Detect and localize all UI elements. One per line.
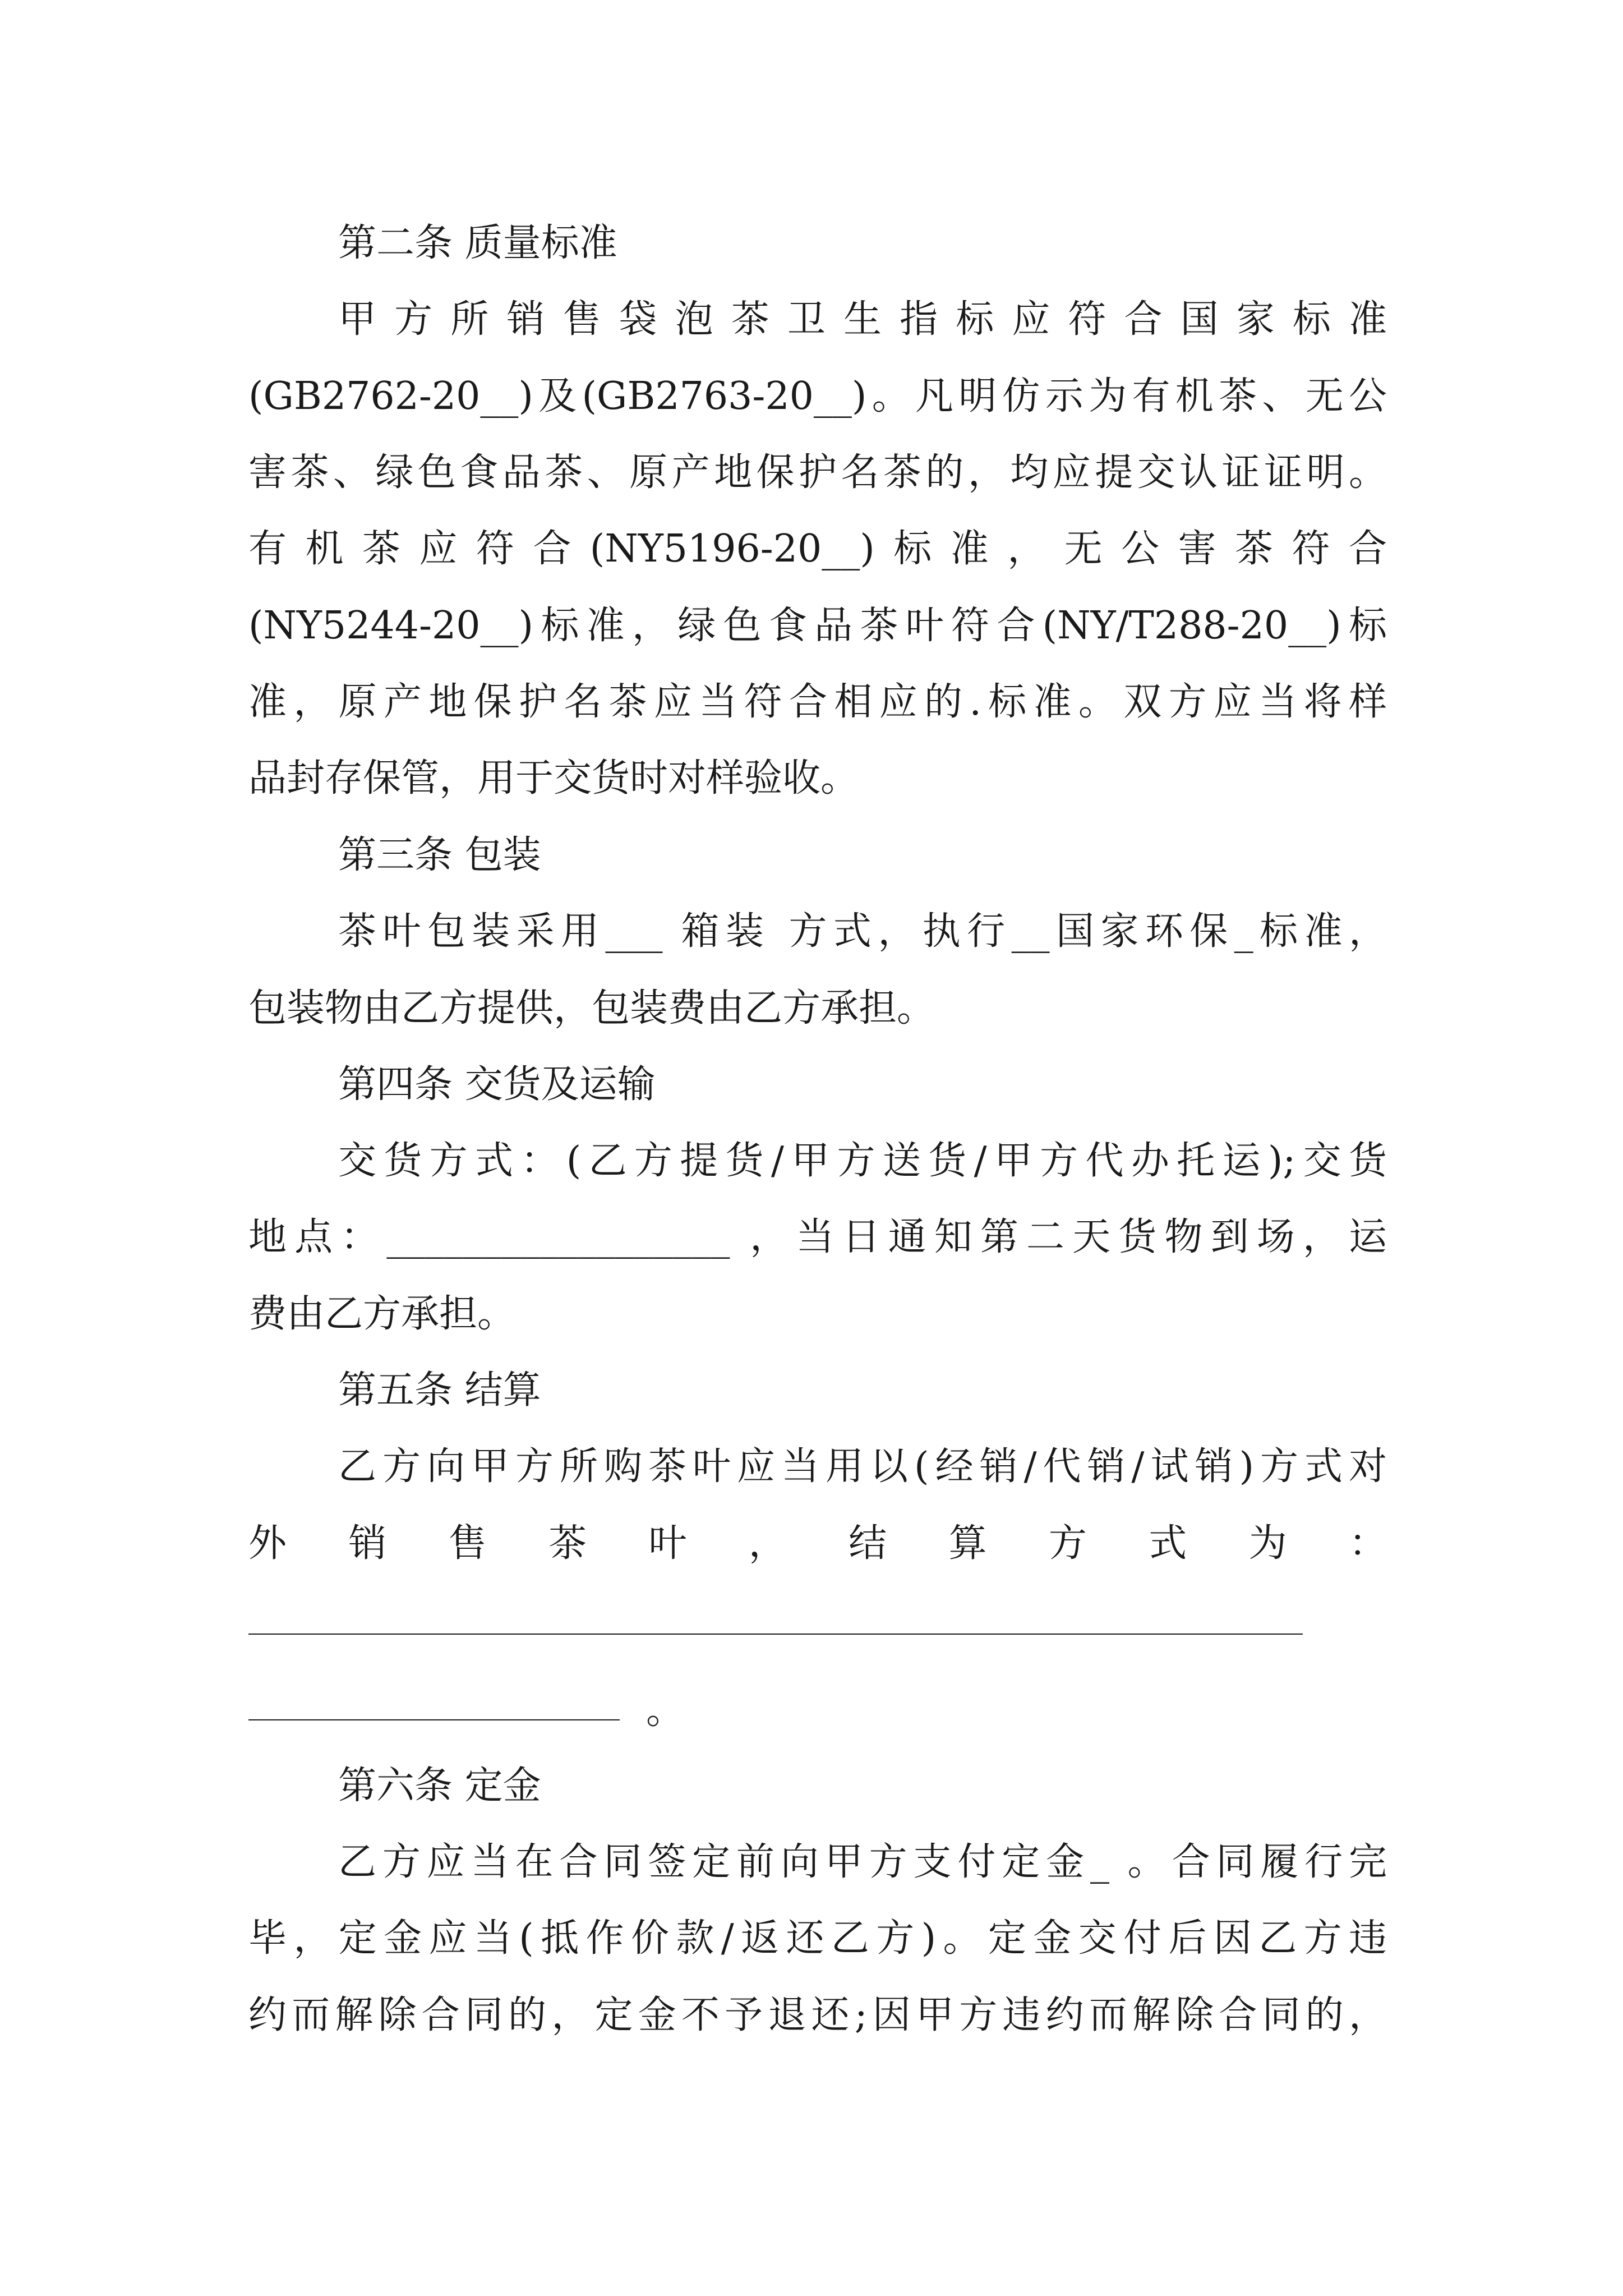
- article-3-line-2: 包装物由乙方提供，包装费由乙方承担。: [248, 986, 935, 1030]
- article-2-line-1: 甲方所销售袋泡茶卫生指标应符合国家标准: [338, 297, 1387, 342]
- settlement-end-mark: 。: [646, 1688, 685, 1733]
- heading-article-5: 第五条 结算: [338, 1368, 541, 1412]
- article-3-line-1: 茶叶包装采用___ 箱装 方式，执行__国家环保_标准，: [338, 909, 1387, 954]
- heading-article-2: 第二条 质量标准: [338, 221, 617, 265]
- heading-article-6: 第六条 定金: [338, 1764, 541, 1808]
- settlement-blank-line-1: [248, 1634, 1303, 1635]
- article-4-line-2: 地点：__________________ ，当日通知第二天货物到场，运: [248, 1215, 1387, 1259]
- article-2-line-3: 害茶、绿色食品茶、原产地保护名茶的，均应提交认证证明。: [248, 450, 1387, 495]
- article-6-line-3: 约而解除合同的，定金不予退还;因甲方违约而解除合同的，: [248, 1993, 1387, 2037]
- article-2-line-6: 准，原产地保护名茶应当符合相应的.标准。双方应当将样: [248, 680, 1387, 724]
- article-5-line-1: 乙方向甲方所购茶叶应当用以(经销/代销/试销)方式对: [338, 1444, 1387, 1489]
- heading-article-3: 第三条 包装: [338, 833, 541, 877]
- heading-article-4: 第四条 交货及运输: [338, 1062, 656, 1107]
- article-2-line-4: 有机茶应符合(NY5196-20__)标准，无公害茶符合: [248, 527, 1387, 571]
- article-6-line-1: 乙方应当在合同签定前向甲方支付定金_ 。合同履行完: [338, 1840, 1387, 1884]
- article-5-line-2: 外销售茶叶，结算方式为：: [248, 1521, 1387, 1566]
- article-2-line-5: (NY5244-20__)标准，绿色食品茶叶符合(NY/T288-20__)标: [248, 604, 1387, 648]
- article-2-line-2: (GB2762-20__)及(GB2763-20__)。凡明仿示为有机茶、无公: [248, 374, 1387, 418]
- settlement-blank-line-2: [248, 1719, 620, 1720]
- article-4-line-1: 交货方式：(乙方提货/甲方送货/甲方代办托运);交货: [338, 1139, 1387, 1183]
- article-2-line-7: 品封存保管，用于交货时对样验收。: [248, 756, 859, 800]
- article-6-line-2: 毕，定金应当(抵作价款/返还乙方)。定金交付后因乙方违: [248, 1916, 1387, 1961]
- article-4-line-3: 费由乙方承担。: [248, 1292, 516, 1336]
